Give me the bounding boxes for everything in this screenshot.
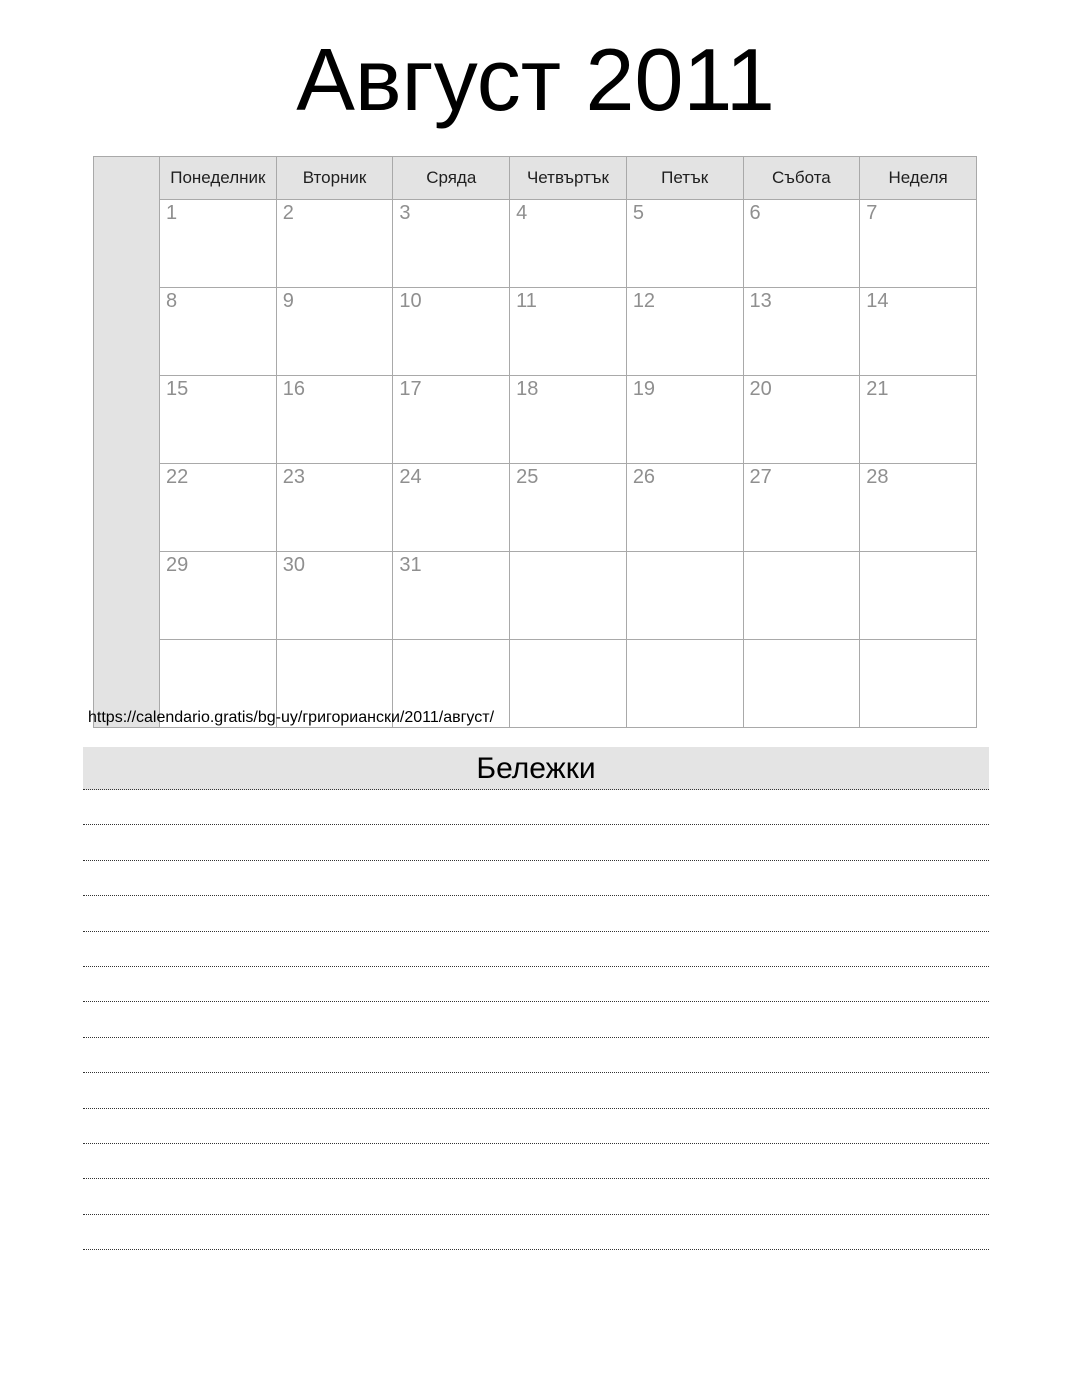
calendar-day-30: 30	[276, 552, 393, 640]
calendar-day-25: 25	[510, 464, 627, 552]
calendar-day-4: 4	[510, 200, 627, 288]
calendar-day-13: 13	[743, 288, 860, 376]
day-header-6: Събота	[743, 157, 860, 200]
note-line-12	[83, 1179, 989, 1214]
note-line-7	[83, 1002, 989, 1037]
calendar-day-8: 8	[160, 288, 277, 376]
notes-section	[83, 747, 989, 1250]
day-header-5: Петък	[626, 157, 743, 200]
note-line-4	[83, 896, 989, 931]
calendar-day-empty	[860, 640, 977, 728]
source-url-text: https://calendario.gratis/bg-uy/григориански/2011/август/	[88, 709, 495, 726]
calendar-day-7: 7	[860, 200, 977, 288]
calendar-day-23: 23	[276, 464, 393, 552]
notes-header	[83, 747, 989, 790]
note-line-9	[83, 1073, 989, 1108]
note-line-13	[83, 1215, 989, 1250]
calendar-week-row-4	[94, 464, 977, 552]
note-line-2	[83, 825, 989, 860]
calendar-day-29: 29	[160, 552, 277, 640]
calendar-day-27: 27	[743, 464, 860, 552]
note-line-5	[83, 932, 989, 967]
note-line-3	[83, 861, 989, 896]
day-header-4: Четвъртък	[510, 157, 627, 200]
note-line-10	[83, 1109, 989, 1144]
calendar-day-20: 20	[743, 376, 860, 464]
note-line-8	[83, 1038, 989, 1073]
calendar-day-15: 15	[160, 376, 277, 464]
calendar-week-row-3	[94, 376, 977, 464]
calendar-day-16: 16	[276, 376, 393, 464]
day-header-3: Сряда	[393, 157, 510, 200]
calendar-table	[93, 156, 977, 728]
calendar-day-12: 12	[626, 288, 743, 376]
calendar-day-24: 24	[393, 464, 510, 552]
calendar-day-2: 2	[276, 200, 393, 288]
calendar-day-28: 28	[860, 464, 977, 552]
calendar-week-row-2	[94, 288, 977, 376]
calendar-day-6: 6	[743, 200, 860, 288]
note-line-1	[83, 790, 989, 825]
calendar-day-9: 9	[276, 288, 393, 376]
page-title: Август 2011	[296, 30, 775, 129]
notes-lines	[83, 790, 989, 1250]
calendar-day-11: 11	[510, 288, 627, 376]
calendar-day-empty	[743, 640, 860, 728]
calendar-gutter-column	[94, 157, 160, 728]
calendar-day-26: 26	[626, 464, 743, 552]
calendar-day-empty	[626, 552, 743, 640]
calendar-day-19: 19	[626, 376, 743, 464]
notes-title: Бележки	[476, 752, 596, 785]
day-header-7: Неделя	[860, 157, 977, 200]
calendar-week-row-5	[94, 552, 977, 640]
calendar-day-17: 17	[393, 376, 510, 464]
calendar-day-22: 22	[160, 464, 277, 552]
calendar-day-empty	[510, 552, 627, 640]
calendar-day-18: 18	[510, 376, 627, 464]
calendar-day-1: 1	[160, 200, 277, 288]
calendar-day-14: 14	[860, 288, 977, 376]
calendar-day-empty	[743, 552, 860, 640]
calendar-day-3: 3	[393, 200, 510, 288]
calendar-day-31: 31	[393, 552, 510, 640]
calendar-day-empty	[510, 640, 627, 728]
calendar-body	[94, 157, 977, 728]
day-header-2: Вторник	[276, 157, 393, 200]
note-line-6	[83, 967, 989, 1002]
calendar-day-5: 5	[626, 200, 743, 288]
calendar-day-empty	[860, 552, 977, 640]
calendar-week-row-1	[94, 200, 977, 288]
day-header-1: Понеделник	[160, 157, 277, 200]
calendar-day-21: 21	[860, 376, 977, 464]
note-line-11	[83, 1144, 989, 1179]
calendar-day-10: 10	[393, 288, 510, 376]
calendar-day-empty	[626, 640, 743, 728]
calendar-header-row	[94, 157, 977, 200]
